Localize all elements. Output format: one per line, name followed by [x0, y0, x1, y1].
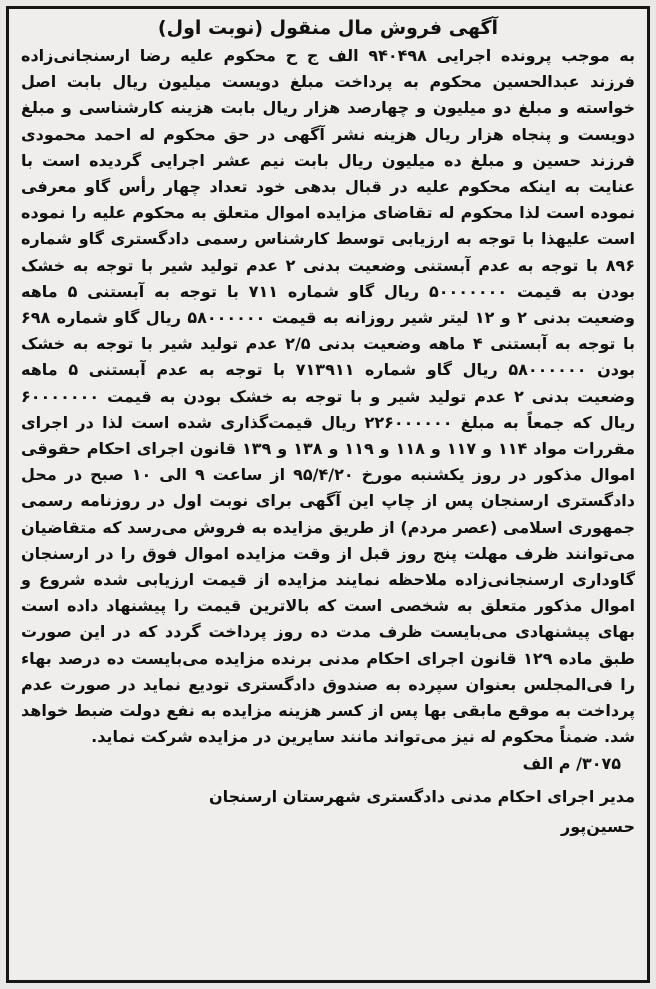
notice-title: آگهی فروش مال منقول (نوبت اول): [157, 17, 499, 39]
signer-title: مدیر اجرای احکام مدنی دادگستری شهرستان ارسنجان: [208, 787, 635, 807]
notice-content: [9, 9, 647, 980]
reference-number: ۳۰۷۵/ م الف: [522, 754, 621, 774]
notice-body: به موجب پرونده اجرایی ۹۴۰۴۹۸ الف ج ح محکوم علیه رضا ارسنجانی‌زاده فرزند عبدالحسین محکوم به پرداخت مبلغ دویست میلیون ریال بابت اصل خواسته و مبلغ دو میلیون و چهارصد هزار ریال بابت هزینه کارشناسی و مبلغ دویست و پنجاه هزار ریال هزینه نشر آگهی در حق محکوم له احمد محمودی فرزند حسین و مبلغ ده میلیون ریال بابت نیم عشر اجرایی گردیده است با عنایت به اینکه محکوم علیه در قبال بدهی خود تعداد چهار رأس گاو معرفی نموده است لذا محکوم له تقاضای مزایده اموال متعلق به محکوم علیه را نموده است علیهذا با توجه به ارزیابی توسط کارشناس رسمی دادگستری گاو شماره ۸۹۶ با توجه به عدم آبستنی وضعیت بدنی ۲ عدم تولید شیر با توجه به خشک بودن به قیمت ۵۰۰۰۰۰۰۰ ریال گاو شماره ۷۱۱ با توجه به آبستنی ۵ ماهه وضعیت بدنی ۲ و ۱۲ لیتر شیر روزانه به قیمت ۵۸۰۰۰۰۰۰ ریال گاو شماره ۶۹۸ با توجه به آبستنی ۴ ماهه وضعیت بدنی ۲/۵ عدم تولید شیر با توجه به خشک بودن ۵۸۰۰۰۰۰۰ ریال گاو شماره ۷۱۳۹۱۱ با توجه به عدم آبستنی ۵ ماهه وضعیت بدنی ۲ عدم تولید شیر و با توجه به خشک بودن به قیمت ۶۰۰۰۰۰۰۰ ریال که جمعاً به مبلغ ۲۲۶۰۰۰۰۰۰ ریال قیمت‌گذاری شده است لذا در اجرای مقررات مواد ۱۱۴ و ۱۱۷ و ۱۱۸ و ۱۱۹ و ۱۳۸ و ۱۳۹ قانون اجرای احکام حقوقی اموال مذکور در روز یکشنبه مورخ ۹۵/۴/۲۰ از ساعت ۹ الی ۱۰ صبح در محل دادگستری ارسنجان پس از چاپ این آگهی برای نوبت اول در روزنامه رسمی جمهوری اسلامی (عصر مردم) از طریق مزایده به فروش می‌رسد که متقاضیان می‌توانند ظرف مهلت پنج روز قبل از وقت مزایده اموال فوق را در ارسنجان گاوداری ارسنجانی‌زاده ملاحظه نمایند مزایده از قیمت ارزیابی شده شروع و اموال مذکور متعلق به شخصی است که بالاترین قیمت را پیشنهاد داده است بهای پیشنهادی می‌بایست ظرف مدت ده روز پرداخت گردد که در این صورت طبق ماده ۱۲۹ قانون اجرای احکام مدنی برنده مزایده می‌بایست ده درصد بهاء را فی‌المجلس بعنوان سپرده به صندوق دادگستری تودیع نماید در صورت عدم پرداخت به موقع مابقی بها پس از کسر هزینه مزایده به نفع دولت ضبط خواهد شد. ضمناً محکوم له نیز می‌تواند مانند سایرین در مزایده شرکت نماید.: [21, 46, 636, 747]
notice-frame: [6, 6, 650, 983]
signer-name: حسین‌پور: [561, 817, 635, 837]
signature-block: [21, 782, 635, 842]
